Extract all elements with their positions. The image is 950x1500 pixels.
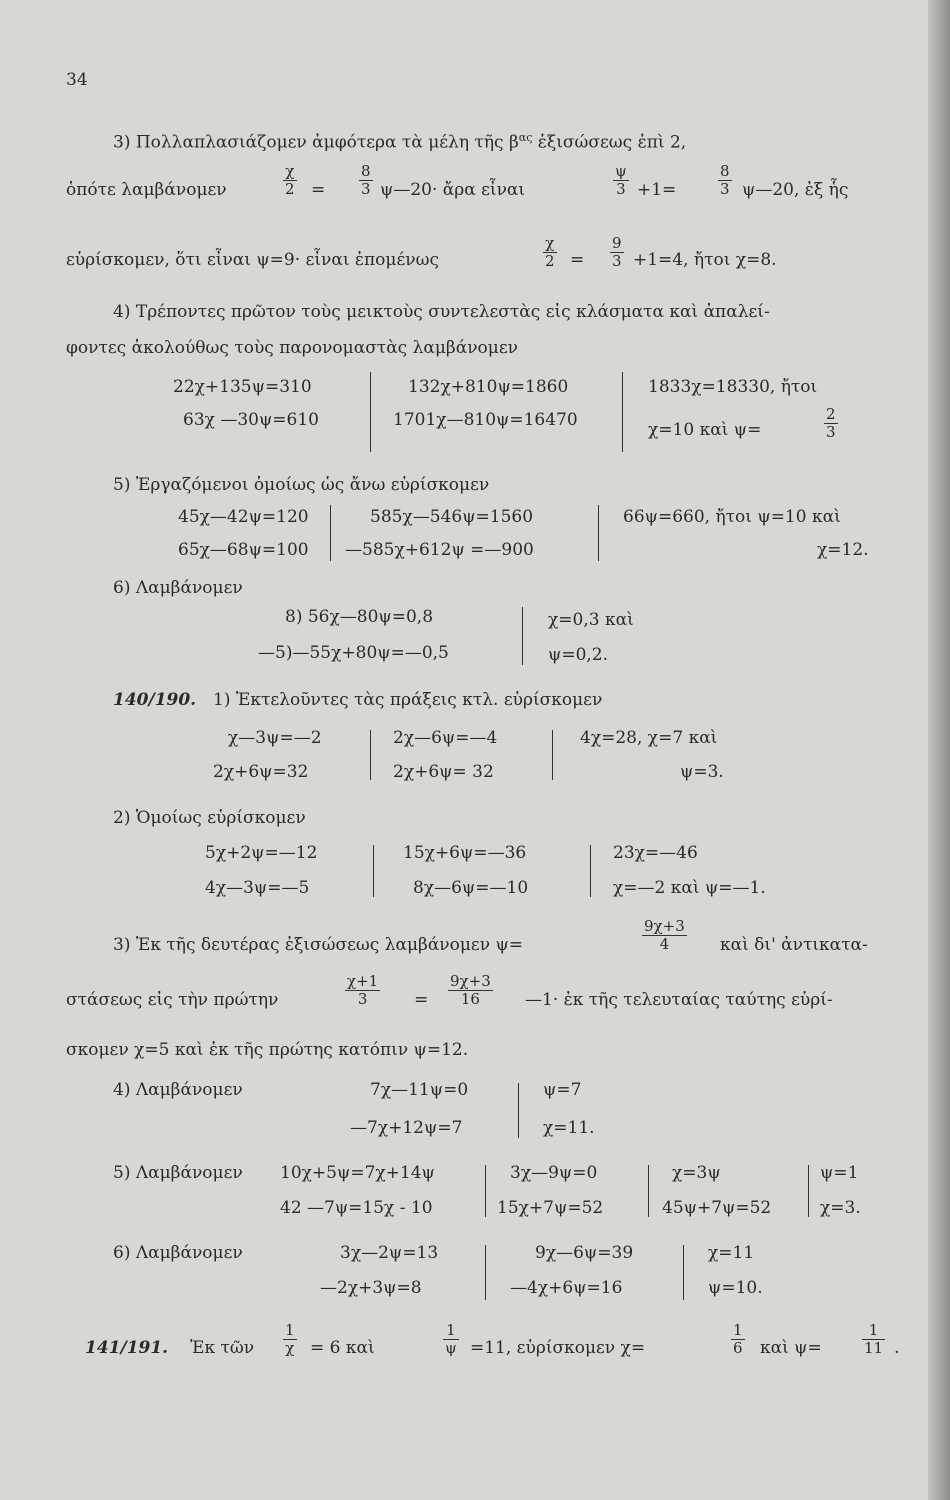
s3-line3-start: εὑρίσκομεν, ὅτι εἶναι ψ=9· εἶναι ἐπομένως bbox=[66, 250, 439, 270]
p5-c0r2: 42 —7ψ=15χ - 10 bbox=[280, 1198, 433, 1218]
s3-frac5: $\frac{\chi}{2}$ bbox=[545, 234, 555, 270]
p141-frac4: $\frac{1}{11}$ bbox=[864, 1321, 884, 1357]
p140-c3r1: 4χ=28, χ=7 καὶ bbox=[580, 728, 718, 748]
s4-line1: 4) Τρέποντες πρῶτον τοὺς μεικτοὺς συντελεστὰς εἰς κλάσματα καὶ ἀπαλεί- bbox=[113, 302, 770, 322]
s3-eq1: = bbox=[311, 180, 326, 200]
p5-heading: 5) Λαμβάνομεν bbox=[113, 1163, 243, 1183]
s6-c1r2: —5)—55χ+80ψ=—0,5 bbox=[258, 643, 449, 663]
p5-divider-2 bbox=[648, 1165, 649, 1217]
s3-line1: 3) Πολλαπλασιάζομεν ἀμφότερα τὰ μέλη τῆς $\beta^{\alpha\varsigma}$ ἐξισώσεως ἐπὶ 2, bbox=[113, 131, 687, 153]
p3-line1-end: καὶ δι' ἀντικατα- bbox=[720, 935, 868, 955]
p2-c2r2: 8χ—6ψ=—10 bbox=[413, 878, 529, 898]
s3-plus-one: +1= bbox=[637, 180, 677, 200]
p140-divider-1 bbox=[370, 730, 371, 780]
p5-c1r1: 3χ—9ψ=0 bbox=[510, 1163, 598, 1183]
s4-line2: φοντες ἀκολούθως τοὺς παρονομαστὰς λαμβάνομεν bbox=[66, 338, 518, 358]
s6-c1r1: 8) 56χ—80ψ=0,8 bbox=[285, 607, 434, 627]
s5-c3r1: 66ψ=660, ἤτοι ψ=10 καὶ bbox=[623, 507, 841, 527]
p5-c2r2: 45ψ+7ψ=52 bbox=[662, 1198, 772, 1218]
p140-c2r1: 2χ—6ψ=—4 bbox=[393, 728, 498, 748]
p5-c3r2: χ=3. bbox=[820, 1198, 861, 1218]
p141-b: = 6 καὶ bbox=[310, 1338, 375, 1358]
p3-frac3: $\frac{9\chi+3}{16}$ bbox=[450, 972, 491, 1008]
s3-frac6: $\frac{9}{3}$ bbox=[612, 234, 622, 270]
s3-line2-end: ψ—20, ἐξ ἧς bbox=[742, 180, 849, 200]
s5-c3r2: χ=12. bbox=[817, 540, 869, 560]
p2-c3r1: 23χ=—46 bbox=[613, 843, 698, 863]
s3-frac1: $\frac{\chi}{2}$ bbox=[285, 162, 295, 198]
p2-c3r2: χ=—2 καὶ ψ=—1. bbox=[613, 878, 766, 898]
p141-d: καὶ ψ= bbox=[760, 1338, 822, 1358]
p2-c1r1: 5χ+2ψ=—12 bbox=[205, 843, 318, 863]
page-edge-shadow bbox=[928, 0, 950, 1500]
s5-divider-1 bbox=[330, 505, 331, 561]
p5-c3r1: ψ=1 bbox=[820, 1163, 859, 1183]
s3-frac2: $\frac{8}{3}$ bbox=[361, 162, 371, 198]
p6-divider-1 bbox=[485, 1245, 486, 1300]
s6-c2r2: ψ=0,2. bbox=[548, 645, 609, 665]
exercise-141-number: 141/191. bbox=[85, 1338, 169, 1358]
p4-heading: 4) Λαμβάνομεν bbox=[113, 1080, 243, 1100]
s4-divider-2 bbox=[622, 372, 623, 452]
p140-c2r2: 2χ+6ψ= 32 bbox=[393, 762, 494, 782]
p141-a: Ἐκ τῶν bbox=[190, 1338, 255, 1358]
p4-divider bbox=[518, 1083, 519, 1138]
s3-frac3: $\frac{\psi}{3}$ bbox=[615, 162, 627, 198]
p3-line1-start: 3) Ἐκ τῆς δευτέρας ἐξισώσεως λαμβάνομεν ψ= bbox=[113, 935, 524, 955]
s5-c2r2: —585χ+612ψ =—900 bbox=[345, 540, 534, 560]
s5-c1r1: 45χ—42ψ=120 bbox=[178, 507, 309, 527]
p5-c2r1: χ=3ψ bbox=[672, 1163, 721, 1183]
p3-line2-end: —1· ἐκ τῆς τελευταίας ταύτης εὑρί- bbox=[525, 990, 833, 1010]
p3-eq: = bbox=[414, 990, 429, 1010]
p140-c1r1: χ—3ψ=—2 bbox=[228, 728, 322, 748]
p6-c1r2: —2χ+3ψ=8 bbox=[320, 1278, 422, 1298]
p141-frac1: $\frac{1}{\chi}$ bbox=[285, 1321, 295, 1357]
p3-line2-start: στάσεως εἰς τὴν πρώτην bbox=[66, 990, 279, 1010]
p6-c3r1: χ=11 bbox=[708, 1243, 755, 1263]
p6-c2r2: —4χ+6ψ=16 bbox=[510, 1278, 623, 1298]
p5-divider-1 bbox=[485, 1165, 486, 1217]
s3-line2-start: ὁπότε λαμβάνομεν bbox=[66, 180, 227, 200]
p3-line3: σκομεν χ=5 καὶ ἐκ τῆς πρώτης κατόπιν ψ=12. bbox=[66, 1040, 469, 1060]
p141-c: =11, εὑρίσκομεν χ= bbox=[470, 1338, 646, 1358]
s5-c2r1: 585χ—546ψ=1560 bbox=[370, 507, 534, 527]
page-number: 34 bbox=[66, 70, 88, 90]
s6-c2r1: χ=0,3 καὶ bbox=[548, 610, 634, 630]
p140-heading: 1) Ἐκτελοῦντες τὰς πράξεις κτλ. εὑρίσκομεν bbox=[213, 690, 603, 710]
s3-frac4: $\frac{8}{3}$ bbox=[720, 162, 730, 198]
s4-c2r2: 1701χ—810ψ=16470 bbox=[393, 410, 578, 430]
p6-heading: 6) Λαμβάνομεν bbox=[113, 1243, 243, 1263]
p3-frac2: $\frac{\chi+1}{3}$ bbox=[347, 972, 379, 1008]
p2-c2r1: 15χ+6ψ=—36 bbox=[403, 843, 527, 863]
p140-c3r2: ψ=3. bbox=[680, 762, 724, 782]
p4-c2r1: ψ=7 bbox=[543, 1080, 582, 1100]
p6-c1r1: 3χ—2ψ=13 bbox=[340, 1243, 439, 1263]
p5-c1r2: 15χ+7ψ=52 bbox=[497, 1198, 604, 1218]
s4-c3r1: 1833χ=18330, ἤτοι bbox=[648, 377, 818, 397]
s6-divider bbox=[522, 607, 523, 665]
p4-c2r2: χ=11. bbox=[543, 1118, 595, 1138]
p2-divider-1 bbox=[373, 845, 374, 897]
s5-heading: 5) Ἐργαζόμενοι ὁμοίως ὡς ἄνω εὑρίσκομεν bbox=[113, 475, 490, 495]
exercise-140-number: 140/190. bbox=[113, 690, 197, 710]
p5-c0r1: 10χ+5ψ=7χ+14ψ bbox=[280, 1163, 435, 1183]
p141-e: . bbox=[894, 1338, 900, 1358]
p141-frac3: $\frac{1}{6}$ bbox=[733, 1321, 743, 1357]
p140-divider-2 bbox=[552, 730, 553, 780]
p4-c1r2: —7χ+12ψ=7 bbox=[350, 1118, 463, 1138]
s4-c2r1: 132χ+810ψ=1860 bbox=[408, 377, 569, 397]
p4-c1r1: 7χ—11ψ=0 bbox=[370, 1080, 469, 1100]
s3-line3-end: +1=4, ἤτοι χ=8. bbox=[633, 250, 777, 270]
s4-c1r1: 22χ+135ψ=310 bbox=[173, 377, 312, 397]
s5-divider-2 bbox=[598, 505, 599, 561]
s4-c1r2: 63χ —30ψ=610 bbox=[183, 410, 319, 430]
p2-c1r2: 4χ—3ψ=—5 bbox=[205, 878, 310, 898]
s5-c1r2: 65χ—68ψ=100 bbox=[178, 540, 309, 560]
p5-divider-3 bbox=[808, 1165, 809, 1217]
p2-heading: 2) Ὁμοίως εὑρίσκομεν bbox=[113, 808, 306, 828]
p140-c1r2: 2χ+6ψ=32 bbox=[213, 762, 309, 782]
p6-divider-2 bbox=[683, 1245, 684, 1300]
s3-eq2: = bbox=[570, 250, 585, 270]
s4-c3r2: χ=10 καὶ ψ= bbox=[648, 420, 762, 440]
p141-frac2: $\frac{1}{\psi}$ bbox=[445, 1321, 457, 1357]
p6-c2r1: 9χ—6ψ=39 bbox=[535, 1243, 634, 1263]
s4-divider-1 bbox=[370, 372, 371, 452]
p3-frac1: $\frac{9\chi+3}{4}$ bbox=[644, 917, 685, 953]
p2-divider-2 bbox=[590, 845, 591, 897]
p6-c3r2: ψ=10. bbox=[708, 1278, 763, 1298]
s6-heading: 6) Λαμβάνομεν bbox=[113, 578, 243, 598]
s3-line2-mid: ψ—20· ἄρα εἶναι bbox=[380, 180, 526, 200]
s4-frac: $\frac{2}{3}$ bbox=[826, 405, 836, 441]
